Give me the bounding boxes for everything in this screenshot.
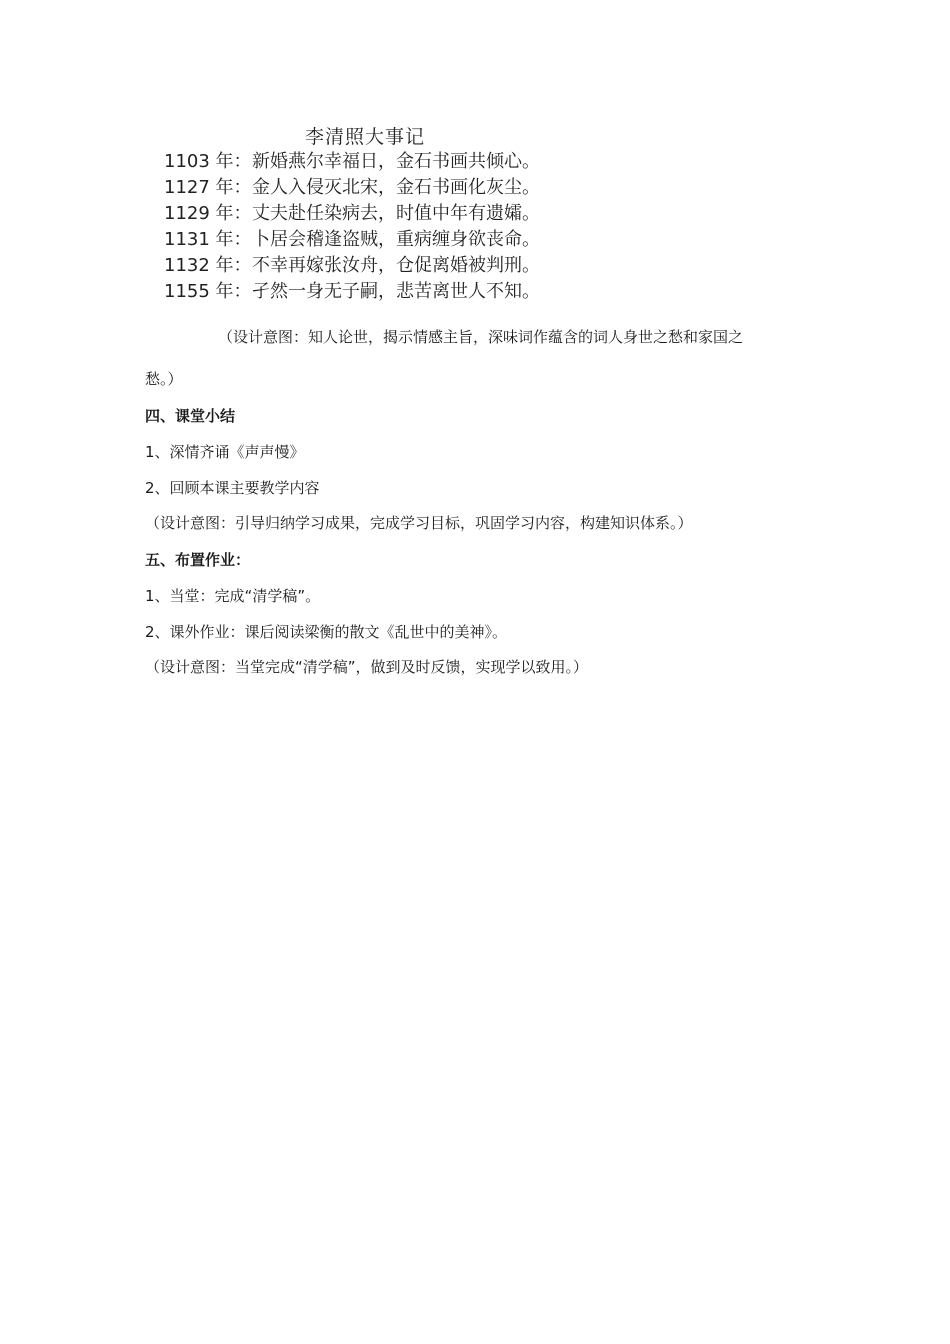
timeline-event: 丈夫赴任染病去，时值中年有遗孀。 [252,203,540,224]
timeline-year: 1131 年： [164,229,252,250]
timeline-event: 新婚燕尔幸福日，金石书画共倾心。 [252,151,540,172]
timeline-row [164,279,540,305]
design-note-2: （设计意图：引导归纳学习成果，完成学习目标，巩固学习内容，构建知识体系。） [145,514,693,532]
timeline-year: 1103 年： [164,151,252,172]
timeline-year: 1129 年： [164,203,252,224]
timeline-row [164,149,540,175]
list-item: 1、深情齐诵《声声慢》 [145,443,305,461]
timeline-event: 金人入侵灭北宋，金石书画化灰尘。 [252,177,540,198]
list-item: 2、课外作业：课后阅读梁衡的散文《乱世中的美神》。 [145,623,508,641]
timeline-event: 不幸再嫁张汝舟，仓促离婚被判刑。 [252,255,540,276]
timeline-title: 李清照大事记 [305,126,426,148]
timeline-event: 卜居会稽逢盗贼，重病缠身欲丧命。 [252,229,540,250]
section-heading-homework: 五、布置作业： [145,551,251,569]
section-heading-summary: 四、课堂小结 [145,407,236,425]
timeline-row [164,201,540,227]
design-note-1-continued: 愁。） [145,370,183,388]
timeline-year: 1127 年： [164,177,252,198]
design-note-3: （设计意图：当堂完成“清学稿”，做到及时反馈，实现学以致用。） [145,658,589,676]
timeline-year: 1132 年： [164,255,252,276]
timeline-image [150,118,570,302]
design-note-1: （设计意图：知人论世，揭示情感主旨，深味词作蕴含的词人身世之愁和家国之 [218,328,744,346]
timeline-year: 1155 年： [164,281,252,302]
timeline-row [164,227,540,253]
timeline-event: 孑然一身无子嗣，悲苦离世人不知。 [252,281,540,302]
list-item: 2、回顾本课主要教学内容 [145,479,320,497]
timeline-row [164,253,540,279]
list-item: 1、当堂：完成“清学稿”。 [145,587,321,605]
timeline-row [164,175,540,201]
